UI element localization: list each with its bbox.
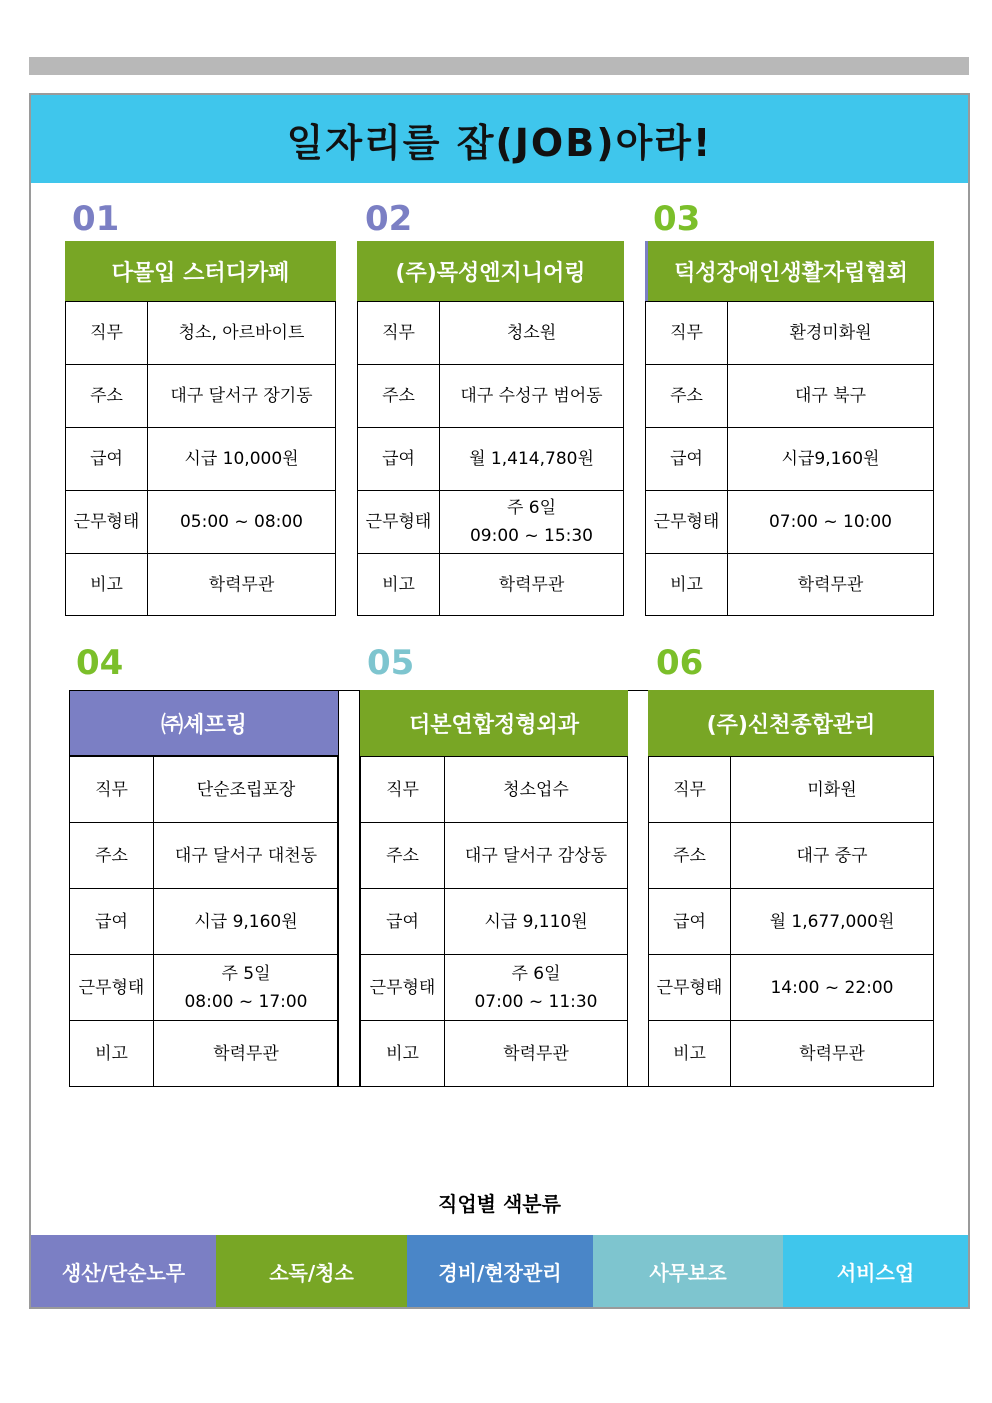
field-value: 학력무관 <box>728 554 934 616</box>
company-name-header: (주)목성엔지니어링 <box>357 241 624 301</box>
field-value: 대구 중구 <box>731 823 934 889</box>
job-info-table <box>357 301 624 616</box>
field-label: 비고 <box>649 1021 731 1087</box>
field-label: 주소 <box>649 823 731 889</box>
field-label: 주소 <box>646 365 728 428</box>
job-info-table <box>65 301 336 616</box>
job-card-05 <box>360 690 628 1087</box>
job-number-05: 05 <box>367 643 415 683</box>
field-value: 시급 9,160원 <box>154 889 339 955</box>
legend-item-security: 경비/현장관리 <box>407 1235 593 1307</box>
field-value: 학력무관 <box>731 1021 934 1087</box>
field-value: 시급 9,110원 <box>445 889 628 955</box>
field-value: 대구 수성구 범어동 <box>440 365 624 428</box>
job-card-02 <box>357 241 624 616</box>
field-label: 주소 <box>358 365 440 428</box>
title-banner <box>31 95 968 183</box>
field-label: 주소 <box>66 365 148 428</box>
field-label: 직무 <box>646 302 728 365</box>
company-name-header: 덕성장애인생활자립협회 <box>645 241 934 301</box>
table-spacer <box>337 690 360 1087</box>
job-card-03 <box>645 241 934 616</box>
legend-item-cleaning: 소독/청소 <box>216 1235 407 1307</box>
job-board-frame <box>29 93 970 1309</box>
legend-title: 직업별 색분류 <box>438 1192 561 1216</box>
job-number-04: 04 <box>76 643 124 683</box>
field-value: 청소원 <box>440 302 624 365</box>
field-label: 근무형태 <box>649 955 731 1021</box>
field-value: 시급 10,000원 <box>148 428 336 491</box>
field-label: 비고 <box>70 1021 154 1087</box>
field-value: 시급9,160원 <box>728 428 934 491</box>
field-value: 대구 북구 <box>728 365 934 428</box>
field-label: 주소 <box>70 823 154 889</box>
table-spacer <box>627 690 649 1087</box>
field-value: 미화원 <box>731 757 934 823</box>
legend-item-production: 생산/단순노무 <box>31 1235 216 1307</box>
field-label: 비고 <box>358 554 440 616</box>
company-name-header: (주)신천종합관리 <box>648 690 934 756</box>
field-label: 근무형태 <box>70 955 154 1021</box>
job-card-04 <box>69 690 339 1087</box>
field-value: 07:00 ~ 10:00 <box>728 491 934 554</box>
field-value: 대구 달서구 대천동 <box>154 823 339 889</box>
field-value: 청소, 아르바이트 <box>148 302 336 365</box>
field-label: 급여 <box>358 428 440 491</box>
job-number-01: 01 <box>72 199 120 239</box>
field-label: 직무 <box>649 757 731 823</box>
field-label: 근무형태 <box>66 491 148 554</box>
field-label: 직무 <box>361 757 445 823</box>
job-info-table <box>645 301 934 616</box>
field-label: 근무형태 <box>358 491 440 554</box>
field-label: 급여 <box>649 889 731 955</box>
field-label: 근무형태 <box>361 955 445 1021</box>
field-value: 월 1,414,780원 <box>440 428 624 491</box>
field-label: 급여 <box>70 889 154 955</box>
field-label: 직무 <box>70 757 154 823</box>
field-value: 학력무관 <box>440 554 624 616</box>
color-legend <box>31 1235 968 1307</box>
field-value: 14:00 ~ 22:00 <box>731 955 934 1021</box>
field-value: 학력무관 <box>148 554 336 616</box>
field-value-multiline: 주 6일 07:00 ~ 11:30 <box>445 955 628 1021</box>
field-value: 월 1,677,000원 <box>731 889 934 955</box>
field-value: 학력무관 <box>445 1021 628 1087</box>
field-label: 주소 <box>361 823 445 889</box>
field-label: 비고 <box>66 554 148 616</box>
field-label: 급여 <box>361 889 445 955</box>
job-number-03: 03 <box>653 199 701 239</box>
field-label: 비고 <box>361 1021 445 1087</box>
field-value: 환경미화원 <box>728 302 934 365</box>
field-label: 비고 <box>646 554 728 616</box>
job-number-06: 06 <box>656 643 704 683</box>
field-value: 청소업수 <box>445 757 628 823</box>
field-value-multiline: 주 5일 08:00 ~ 17:00 <box>154 955 339 1021</box>
company-name-header: ㈜셰프링 <box>69 690 339 756</box>
field-value-multiline: 주 6일 09:00 ~ 15:30 <box>440 491 624 554</box>
job-number-02: 02 <box>365 199 413 239</box>
legend-item-service: 서비스업 <box>783 1235 968 1307</box>
field-value: 학력무관 <box>154 1021 339 1087</box>
field-label: 급여 <box>646 428 728 491</box>
field-label: 직무 <box>66 302 148 365</box>
field-label: 직무 <box>358 302 440 365</box>
field-value: 단순조립포장 <box>154 757 339 823</box>
field-value: 대구 달서구 감상동 <box>445 823 628 889</box>
company-name-header: 다몰입 스터디카페 <box>65 241 336 301</box>
legend-item-office-assistant: 사무보조 <box>593 1235 783 1307</box>
field-label: 근무형태 <box>646 491 728 554</box>
company-name-header: 더본연합정형외과 <box>360 690 628 756</box>
page-title: 일자리를 잡(JOB)아라! <box>286 120 713 165</box>
field-label: 급여 <box>66 428 148 491</box>
job-card-01 <box>65 241 336 616</box>
job-card-06 <box>648 690 934 1087</box>
job-info-table <box>69 756 339 1087</box>
job-info-table <box>648 756 934 1087</box>
field-value: 대구 달서구 장기동 <box>148 365 336 428</box>
top-gray-bar <box>29 57 969 75</box>
job-info-table <box>360 756 628 1087</box>
field-value: 05:00 ~ 08:00 <box>148 491 336 554</box>
